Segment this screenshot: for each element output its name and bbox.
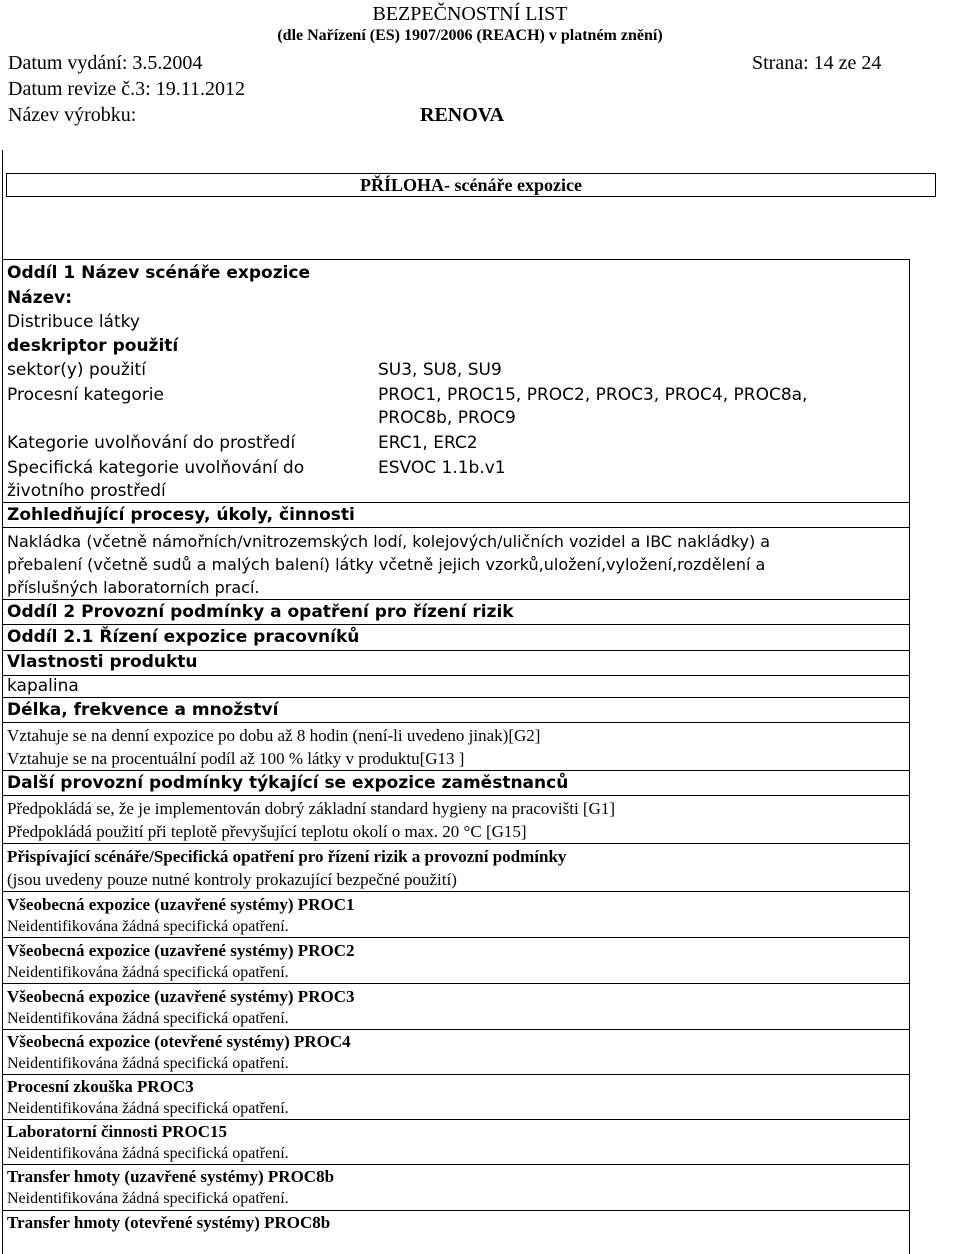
scenario-title: Transfer hmoty (uzavřené systémy) PROC8b [7, 1167, 335, 1186]
row-divider [3, 770, 910, 771]
name-label: Název: [7, 288, 73, 308]
descriptor-label: deskriptor použití [7, 336, 179, 356]
processes-text-line: Nakládka (včetně námořních/vnitrozemských lodí, kolejových/uličních vozidel a IBC nakládky) a [7, 532, 771, 551]
scenario-note: Neidentifikována žádná specifická opatření. [7, 1010, 289, 1027]
other-conditions-line: Předpokládá se, že je implementován dobrý základní standard hygieny na pracovišti [G1] [7, 799, 616, 818]
product-name: RENOVA [420, 104, 505, 126]
scenario-title: Všeobecná expozice (uzavřené systémy) PROC3 [7, 987, 355, 1006]
scenario-title: Všeobecná expozice (uzavřené systémy) PROC2 [7, 941, 355, 960]
name-value: Distribuce látky [7, 312, 140, 332]
process-category-value: PROC1, PROC15, PROC2, PROC3, PROC4, PROC8a, [378, 385, 808, 405]
page-number: Strana: 14 ze 24 [752, 52, 882, 74]
scenario-title: Všeobecná expozice (uzavřené systémy) PROC1 [7, 895, 355, 914]
issue-date: Datum vydání: 3.5.2004 [8, 52, 203, 74]
section21-heading: Oddíl 2.1 Řízení expozice pracovníků [7, 627, 360, 647]
row-divider [3, 722, 910, 723]
specific-release-label: Specifická kategorie uvolňování do [7, 458, 305, 478]
specific-release-value: ESVOC 1.1b.v1 [378, 458, 506, 478]
annex-left-border [2, 150, 3, 260]
processes-text-line: přebalení (včetně sudů a malých balení) látky včetně jejich vzorků,uložení,vyložení,rozdělení a [7, 555, 766, 574]
row-divider [3, 697, 910, 698]
scenario-title: Transfer hmoty (otevřené systémy) PROC8b [7, 1213, 331, 1232]
process-category-label: Procesní kategorie [7, 385, 164, 405]
document-title: BEZPEČNOSTNÍ LIST [372, 3, 568, 25]
contributing-note: (jsou uvedeny pouze nutné kontroly prokazující bezpečné použití) [7, 870, 457, 889]
release-category-value: ERC1, ERC2 [378, 433, 478, 453]
row-divider [3, 675, 910, 676]
revision-date: Datum revize č.3: 19.11.2012 [8, 78, 245, 100]
scenario-title: Procesní zkouška PROC3 [7, 1077, 194, 1096]
contributing-heading: Přispívající scénáře/Specifická opatření pro řízení rizik a provozní podmínky [7, 847, 567, 866]
process-category-value-cont: PROC8b, PROC9 [378, 408, 516, 428]
row-divider [3, 795, 910, 796]
scenario-note: Neidentifikována žádná specifická opatření. [7, 1190, 289, 1207]
duration-line: Vztahuje se na denní expozice po dobu až 8 hodin (není-li uvedeno jinak)[G2] [7, 726, 541, 745]
row-divider [3, 843, 910, 844]
section1-heading: Oddíl 1 Název scénáře expozice [7, 263, 311, 283]
duration-heading: Délka, frekvence a množství [7, 700, 279, 720]
sectors-label: sektor(y) použití [7, 360, 146, 380]
scenario-note: Neidentifikována žádná specifická opatření. [7, 918, 289, 935]
document-subtitle: (dle Nařízení (ES) 1907/2006 (REACH) v platném znění) [277, 27, 663, 44]
scenario-title: Laboratorní činnosti PROC15 [7, 1122, 228, 1141]
scenario-note: Neidentifikována žádná specifická opatření. [7, 1145, 289, 1162]
scenario-note: Neidentifikována žádná specifická opatření. [7, 1055, 289, 1072]
scenario-title: Všeobecná expozice (otevřené systémy) PROC4 [7, 1032, 351, 1051]
release-category-label: Kategorie uvolňování do prostředí [7, 433, 296, 453]
specific-release-label-cont: životního prostředí [7, 481, 166, 501]
product-properties-heading: Vlastnosti produktu [7, 652, 198, 672]
other-conditions-line: Předpokládá použití při teplotě převyšující teplotu okolí o max. 20 °C [G15] [7, 822, 527, 841]
processes-text-line: příslušných laboratorních prací. [7, 578, 260, 597]
section2-heading: Oddíl 2 Provozní podmínky a opatření pro řízení rizik [7, 602, 514, 622]
row-divider [3, 624, 910, 625]
duration-line: Vztahuje se na procentuální podíl až 100 % látky v produktu[G13 ] [7, 749, 465, 768]
row-divider [3, 891, 910, 892]
row-divider [3, 599, 910, 600]
scenario-note: Neidentifikována žádná specifická opatření. [7, 964, 289, 981]
sectors-value: SU3, SU8, SU9 [378, 360, 502, 380]
processes-heading: Zohledňující procesy, úkoly, činnosti [7, 505, 355, 525]
product-label: Název výrobku: [8, 104, 137, 126]
product-properties-value: kapalina [7, 676, 79, 696]
other-conditions-heading: Další provozní podmínky týkající se expozice zaměstnanců [7, 773, 569, 793]
scenario-note: Neidentifikována žádná specifická opatření. [7, 1100, 289, 1117]
row-divider [3, 527, 910, 528]
annex-title: PŘÍLOHA- scénáře expozice [360, 175, 582, 195]
